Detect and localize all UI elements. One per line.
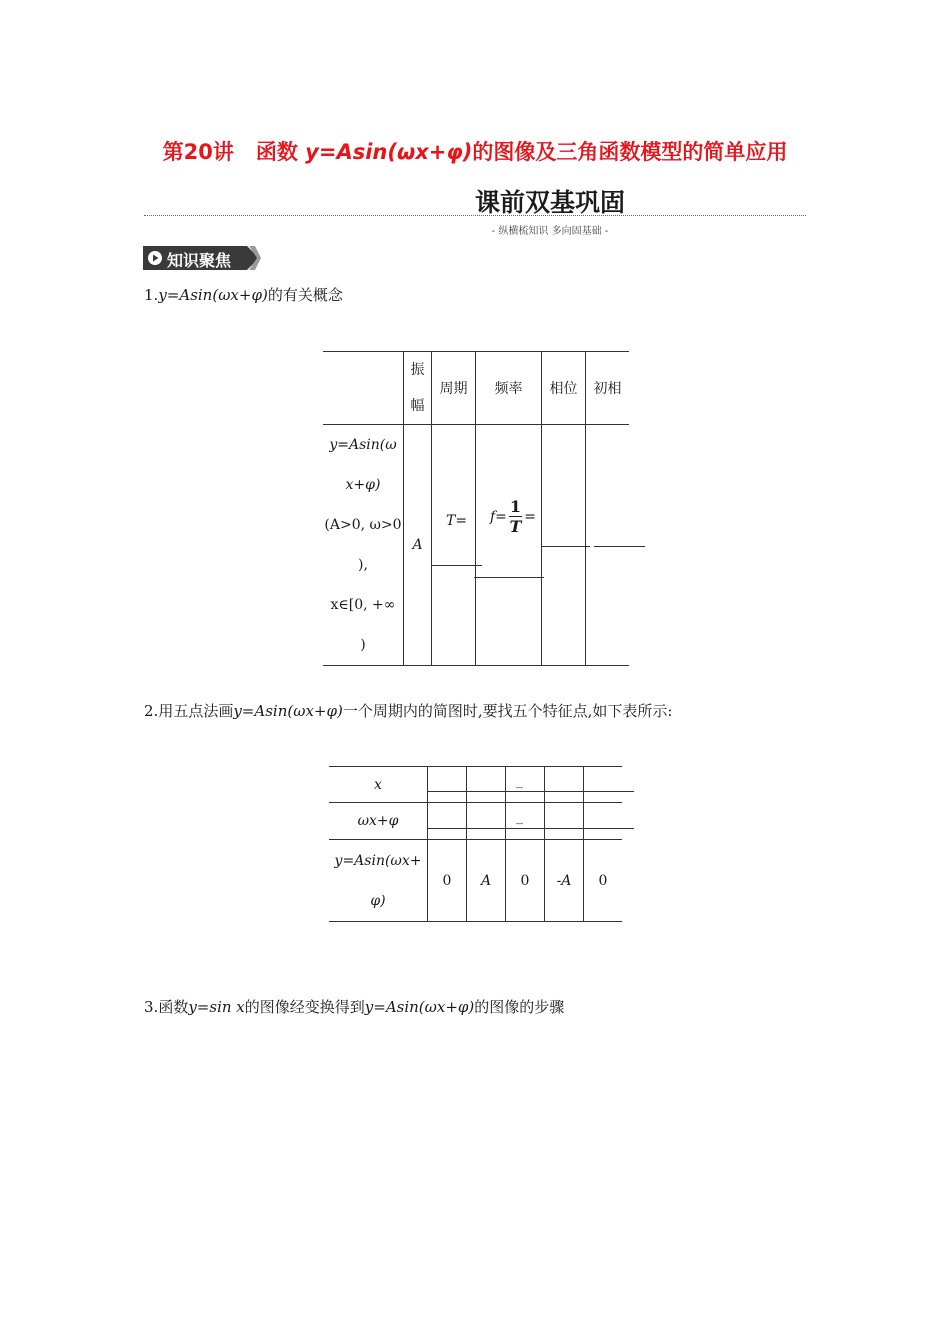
- amplitude-value: A: [412, 537, 423, 553]
- dash-mark: _: [516, 773, 523, 789]
- title-suffix: 的图像及三角函数模型的简单应用: [472, 140, 788, 164]
- header-frequency: 频率: [476, 352, 542, 425]
- dotted-divider: [144, 215, 806, 216]
- label-x: [329, 767, 428, 803]
- label-y: [329, 840, 428, 922]
- row-label-line-2: x+φ): [345, 477, 381, 493]
- y-value-4: [545, 840, 584, 922]
- item-2-text-a: 用五点法画: [158, 702, 234, 720]
- cell-period: [432, 425, 476, 666]
- cell-initial-phase: [586, 425, 630, 666]
- dash-mark: _: [516, 809, 523, 825]
- label-phase-text: ωx+φ: [357, 813, 399, 829]
- item-3-text-c: 的图像的步骤: [474, 998, 565, 1016]
- row-label-formula: [323, 425, 404, 666]
- lecture-number: 第20讲: [162, 140, 234, 164]
- row-label-line-5: x∈[0, +∞: [330, 597, 396, 613]
- freq-prefix: f=: [490, 508, 507, 525]
- item-2-formula: y=Asin(ωx+φ): [233, 702, 343, 720]
- x-cell-2: [467, 767, 506, 803]
- item-1: [144, 284, 343, 305]
- cell-frequency: [476, 425, 542, 666]
- five-point-table: [329, 766, 622, 922]
- section-badge: [143, 246, 259, 270]
- header-amplitude-1: 振: [410, 362, 425, 378]
- x-cell-5: [584, 767, 623, 803]
- phase-blank: [542, 546, 590, 547]
- item-2-number: 2.: [144, 702, 159, 720]
- row-label-line-3: (A>0, ω>0: [324, 517, 402, 533]
- item-3-formula-b: y=Asin(ωx+φ): [364, 998, 475, 1016]
- y-value-5: 0: [584, 840, 623, 922]
- phase-cell-3: [506, 803, 545, 840]
- y-value-1: 0: [428, 840, 467, 922]
- phase-cell-1: [428, 803, 467, 840]
- badge-label: 知识聚焦: [167, 251, 232, 270]
- y-value-2-text: A: [480, 872, 492, 889]
- item-3-formula-a: y=sin x: [188, 998, 245, 1016]
- label-y-line-1: y=Asin(ωx+: [334, 852, 422, 869]
- phase-cell-2: [467, 803, 506, 840]
- x-cell-1: [428, 767, 467, 803]
- phase-cell-5: [584, 803, 623, 840]
- header-empty: [323, 352, 404, 425]
- period-prefix: T=: [446, 513, 468, 529]
- header-phase: 相位: [542, 352, 586, 425]
- section-subtitle: - 纵横梳知识 多向固基础 -: [491, 226, 609, 237]
- label-x-text: x: [374, 776, 382, 793]
- header-amplitude: [404, 352, 432, 425]
- header-amplitude-2: 幅: [410, 398, 425, 414]
- item-3: [144, 996, 564, 1017]
- page-title: [0, 136, 950, 166]
- freq-suffix: =: [524, 508, 536, 525]
- item-3-text-b: 的图像经变换得到: [244, 998, 365, 1016]
- item-1-text: 的有关概念: [267, 286, 343, 304]
- cell-amplitude: [404, 425, 432, 666]
- item-3-text-a: 函数: [158, 998, 189, 1016]
- header-initial-phase: 初相: [586, 352, 630, 425]
- initial-phase-blank: [594, 546, 645, 547]
- x-cell-4: [545, 767, 584, 803]
- x-cell-3: [506, 767, 545, 803]
- row-label-line-4: ),: [358, 557, 368, 573]
- cell-phase: [542, 425, 586, 666]
- label-y-line-2: φ): [370, 892, 386, 909]
- header-period: 周期: [432, 352, 476, 425]
- blank-line: [584, 828, 634, 829]
- blank-line: [584, 791, 634, 792]
- y-value-2: [467, 840, 506, 922]
- freq-denominator: T: [509, 517, 522, 536]
- title-formula: y=Asin(ωx+φ): [305, 140, 473, 164]
- y-value-3: 0: [506, 840, 545, 922]
- title-prefix: 函数: [255, 140, 298, 164]
- item-1-number: 1.: [144, 286, 159, 304]
- row-label-line-6: ): [360, 637, 366, 653]
- item-2: [144, 700, 672, 721]
- section-title: 课前双基巩固: [474, 188, 625, 217]
- frequency-blank: [474, 577, 544, 578]
- item-1-formula: y=Asin(ωx+φ): [158, 286, 268, 304]
- item-2-text-b: 一个周期内的简图时,要找五个特征点,如下表所示:: [342, 702, 673, 720]
- row-label-line-1: y=Asin(ω: [329, 437, 397, 453]
- period-blank: [432, 565, 482, 566]
- item-3-number: 3.: [144, 998, 159, 1016]
- y-value-4-text: -A: [556, 872, 572, 889]
- play-circle-icon: [147, 250, 163, 266]
- phase-cell-4: [545, 803, 584, 840]
- concept-table: [323, 351, 629, 666]
- label-phase: [329, 803, 428, 840]
- freq-numerator: 1: [509, 497, 522, 516]
